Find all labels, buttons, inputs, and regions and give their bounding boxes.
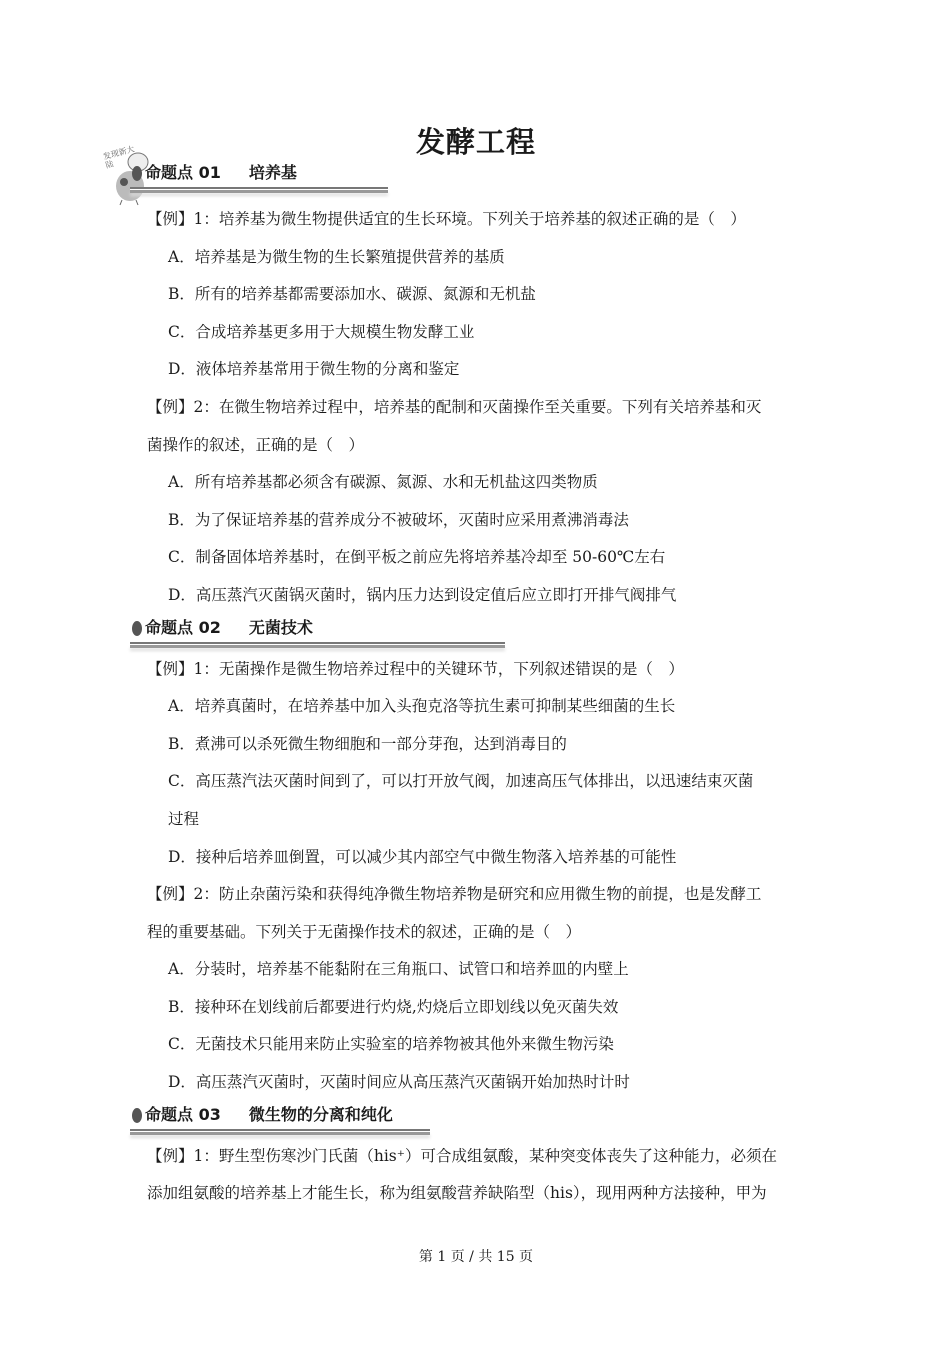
option-text: C．制备固体培养基时，在倒平板之前应先将培养基冷却至 50-60℃左右 xyxy=(168,548,666,567)
option-text: C．无菌技术只能用来防止实验室的培养物被其他外来微生物污染 xyxy=(168,1035,614,1054)
bullet-icon xyxy=(132,166,142,181)
question-text: 【例】1：野生型伤寒沙门氏菌（his⁺）可合成组氨酸，某种突变体丧失了这种能力，必须在 xyxy=(147,1146,777,1165)
option-text: B．为了保证培养基的营养成分不被破坏，灭菌时应采用煮沸消毒法 xyxy=(168,510,629,529)
section-number: 命题点 03 xyxy=(145,1104,221,1124)
section-name: 微生物的分离和纯化 xyxy=(248,1104,393,1124)
question-text: 【例】2：在微生物培养过程中，培养基的配制和灭菌操作至关重要。下列有关培养基和灭 xyxy=(147,397,762,416)
section-rule xyxy=(130,642,505,645)
option-text: A．所有培养基都必须含有碳源、氮源、水和无机盐这四类物质 xyxy=(168,473,598,492)
option-text: B．所有的培养基都需要添加水、碳源、氮源和无机盐 xyxy=(168,285,536,304)
page-footer: 第 1 页 / 共 15 页 xyxy=(418,1249,534,1265)
section-heading xyxy=(130,160,952,196)
section-title xyxy=(145,615,313,641)
option-text: D．高压蒸汽灭菌时，灭菌时间应从高压蒸汽灭菌锅开始加热时计时 xyxy=(168,1073,630,1092)
section-rule xyxy=(130,1129,430,1132)
section-title xyxy=(145,160,297,186)
section-title xyxy=(145,1102,393,1128)
section-name: 无菌技术 xyxy=(248,617,313,637)
option-text: C．高压蒸汽法灭菌时间到了，可以打开放气阀，加速高压气体排出，以迅速结束灭菌 xyxy=(168,772,754,791)
question-text: 菌操作的叙述，正确的是（ ） xyxy=(147,435,365,454)
option-text: D．高压蒸汽灭菌锅灭菌时，锅内压力达到设定值后应立即打开排气阀排气 xyxy=(168,585,677,604)
section-heading xyxy=(130,1102,952,1138)
section-rule xyxy=(130,187,388,190)
question-text: 添加组氨酸的培养基上才能生长，称为组氨酸营养缺陷型（his），现用两种方法接种，甲为 xyxy=(147,1184,767,1203)
option-text: A．培养基是为微生物的生长繁殖提供营养的基质 xyxy=(168,247,505,266)
bullet-icon xyxy=(132,1108,142,1123)
bullet-icon xyxy=(132,621,142,636)
section-number: 命题点 01 xyxy=(145,163,221,182)
mascot-caption: 发现新大陆 xyxy=(102,144,136,171)
option-text: A．分装时，培养基不能黏附在三角瓶口、试管口和培养皿的内壁上 xyxy=(168,960,629,979)
document-content xyxy=(0,160,952,1213)
section-heading xyxy=(130,615,952,651)
option-text: D．液体培养基常用于微生物的分离和鉴定 xyxy=(168,360,460,379)
option-text: B．接种环在划线前后都要进行灼烧,灼烧后立即划线以免灭菌失效 xyxy=(168,997,619,1016)
question-text: 【例】1：无菌操作是微生物培养过程中的关键环节，下列叙述错误的是（ ） xyxy=(147,659,684,678)
page-title: 发酵工程 xyxy=(415,125,536,159)
question-text: 程的重要基础。下列关于无菌操作技术的叙述，正确的是（ ） xyxy=(147,922,582,941)
section-number: 命题点 02 xyxy=(145,617,221,637)
question-text: 【例】2：防止杂菌污染和获得纯净微生物培养物是研究和应用微生物的前提，也是发酵工 xyxy=(147,885,762,904)
question-text: 【例】1：培养基为微生物提供适宜的生长环境。下列关于培养基的叙述正确的是（ ） xyxy=(147,210,746,228)
option-text: A．培养真菌时，在培养基中加入头孢克洛等抗生素可抑制某些细菌的生长 xyxy=(168,697,676,716)
option-text: B．煮沸可以杀死微生物细胞和一部分芽孢，达到消毒目的 xyxy=(168,734,567,753)
option-text: 过程 xyxy=(168,809,200,828)
option-text: D．接种后培养皿倒置，可以减少其内部空气中微生物落入培养基的可能性 xyxy=(168,847,677,866)
option-text: C．合成培养基更多用于大规模生物发酵工业 xyxy=(168,322,475,341)
section-name: 培养基 xyxy=(248,163,297,182)
